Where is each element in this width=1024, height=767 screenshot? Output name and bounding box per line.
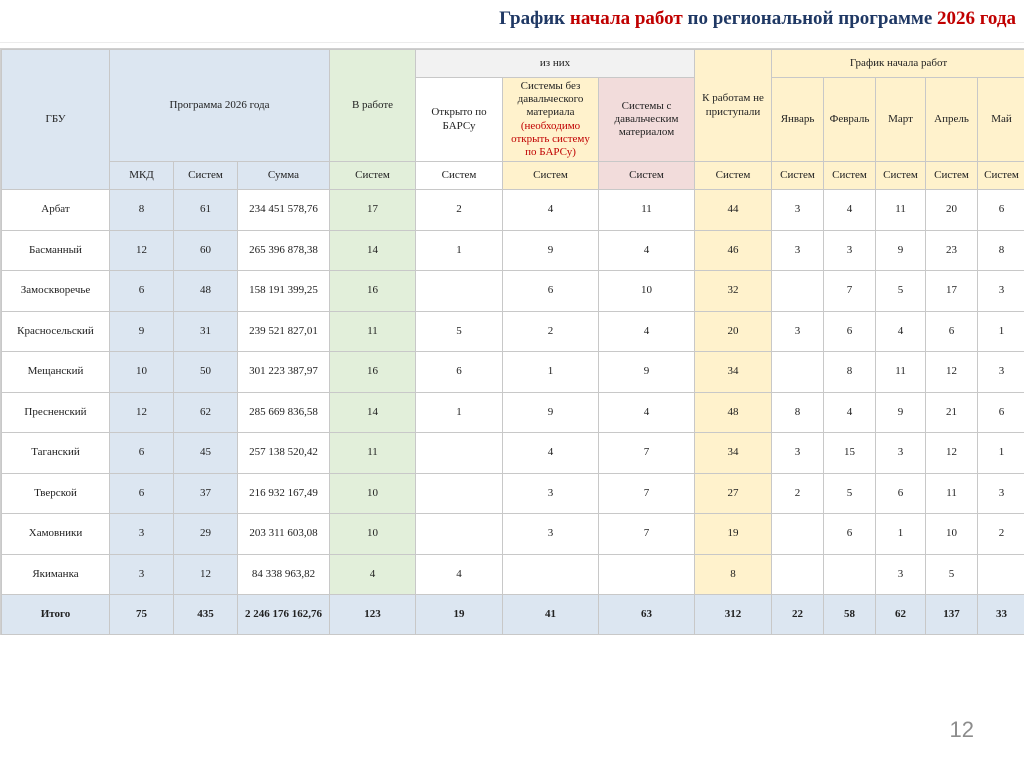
cell-name: Мещанский [2, 352, 110, 393]
cell-withmat [599, 554, 695, 595]
cell-m4: 137 [926, 595, 978, 635]
cell-m2: 5 [824, 473, 876, 514]
cell-name: Пресненский [2, 392, 110, 433]
cell-name: Красносельский [2, 311, 110, 352]
cell-mkd: 6 [110, 473, 174, 514]
cell-started: 34 [695, 433, 772, 474]
cell-m5: 3 [978, 271, 1024, 312]
cell-m2: 3 [824, 230, 876, 271]
cell-inwork: 11 [330, 311, 416, 352]
cell-name: Хамовники [2, 514, 110, 555]
header-gbu: ГБУ [2, 50, 110, 190]
cell-inwork: 10 [330, 473, 416, 514]
cell-m4: 10 [926, 514, 978, 555]
cell-m5: 1 [978, 433, 1024, 474]
cell-sys: 45 [174, 433, 238, 474]
header-with-material: Системы с давальческим материалом [599, 78, 695, 162]
cell-nomat: 41 [503, 595, 599, 635]
cell-sys: 62 [174, 392, 238, 433]
cell-sys: 48 [174, 271, 238, 312]
subheader-started-systems: Систем [695, 162, 772, 190]
subheader-inwork-systems: Систем [330, 162, 416, 190]
cell-sys: 50 [174, 352, 238, 393]
cell-inwork: 4 [330, 554, 416, 595]
cell-m5: 3 [978, 352, 1024, 393]
cell-name: Таганский [2, 433, 110, 474]
cell-mkd: 9 [110, 311, 174, 352]
cell-sys: 29 [174, 514, 238, 555]
cell-m5: 6 [978, 392, 1024, 433]
cell-opened: 4 [416, 554, 503, 595]
cell-nomat: 2 [503, 311, 599, 352]
cell-opened: 1 [416, 230, 503, 271]
cell-name: Якиманка [2, 554, 110, 595]
cell-sum: 203 311 603,08 [238, 514, 330, 555]
header-month-5: Май [978, 78, 1024, 162]
cell-m1: 3 [772, 433, 824, 474]
title-part-2: начала работ [569, 8, 683, 29]
cell-withmat: 7 [599, 473, 695, 514]
cell-nomat: 4 [503, 190, 599, 231]
header-month-2: Февраль [824, 78, 876, 162]
table-row [2, 554, 1024, 595]
table-row [2, 190, 1024, 231]
cell-m1: 22 [772, 595, 824, 635]
cell-started: 312 [695, 595, 772, 635]
cell-m3: 9 [876, 230, 926, 271]
cell-inwork: 123 [330, 595, 416, 635]
cell-m2: 4 [824, 392, 876, 433]
cell-sys: 60 [174, 230, 238, 271]
cell-m3: 4 [876, 311, 926, 352]
cell-started: 46 [695, 230, 772, 271]
subheader-withmat-systems: Систем [599, 162, 695, 190]
subheader-m4-systems: Систем [926, 162, 978, 190]
cell-m3: 11 [876, 352, 926, 393]
header-of-them: из них [416, 50, 695, 78]
cell-sum: 2 246 176 162,76 [238, 595, 330, 635]
slide-title [499, 8, 1016, 30]
subheader-nomat-systems: Систем [503, 162, 599, 190]
cell-nomat: 4 [503, 433, 599, 474]
header-program: Программа 2026 года [110, 50, 330, 162]
header-in-work: В работе [330, 50, 416, 162]
cell-mkd: 3 [110, 554, 174, 595]
header-opened-barsu: Открыто по БАРСу [416, 78, 503, 162]
cell-m4: 12 [926, 352, 978, 393]
cell-sum: 265 396 878,38 [238, 230, 330, 271]
cell-inwork: 10 [330, 514, 416, 555]
header-month-3: Март [876, 78, 926, 162]
table-row [2, 514, 1024, 555]
header-schedule: График начала работ [772, 50, 1024, 78]
total-row [2, 595, 1024, 635]
cell-opened [416, 514, 503, 555]
cell-m1 [772, 352, 824, 393]
cell-opened: 2 [416, 190, 503, 231]
cell-m3: 3 [876, 433, 926, 474]
cell-sum: 234 451 578,76 [238, 190, 330, 231]
cell-m3: 5 [876, 271, 926, 312]
cell-sum: 301 223 387,97 [238, 352, 330, 393]
subheader-m5-systems: Систем [978, 162, 1024, 190]
title-part-4: 2026 года [937, 8, 1016, 29]
cell-nomat [503, 554, 599, 595]
cell-inwork: 11 [330, 433, 416, 474]
subheader-m3-systems: Систем [876, 162, 926, 190]
cell-m2: 15 [824, 433, 876, 474]
cell-withmat: 4 [599, 230, 695, 271]
cell-started: 48 [695, 392, 772, 433]
table-row [2, 230, 1024, 271]
cell-opened: 6 [416, 352, 503, 393]
header-row-3 [2, 162, 1024, 190]
cell-sum: 257 138 520,42 [238, 433, 330, 474]
table-row [2, 433, 1024, 474]
cell-started: 8 [695, 554, 772, 595]
cell-inwork: 14 [330, 392, 416, 433]
cell-m3: 11 [876, 190, 926, 231]
cell-m3: 1 [876, 514, 926, 555]
cell-name: Тверской [2, 473, 110, 514]
cell-opened: 19 [416, 595, 503, 635]
cell-m4: 21 [926, 392, 978, 433]
cell-m4: 11 [926, 473, 978, 514]
cell-m5: 1 [978, 311, 1024, 352]
cell-withmat: 63 [599, 595, 695, 635]
cell-name: Арбат [2, 190, 110, 231]
subheader-sum: Сумма [238, 162, 330, 190]
cell-m5: 8 [978, 230, 1024, 271]
title-part-3: по региональной программе [682, 8, 938, 29]
cell-m4: 20 [926, 190, 978, 231]
cell-started: 44 [695, 190, 772, 231]
subheader-opened-systems: Систем [416, 162, 503, 190]
cell-mkd: 6 [110, 271, 174, 312]
cell-sum: 84 338 963,82 [238, 554, 330, 595]
cell-m5 [978, 554, 1024, 595]
cell-m1 [772, 554, 824, 595]
cell-m4: 5 [926, 554, 978, 595]
cell-mkd: 75 [110, 595, 174, 635]
cell-opened: 5 [416, 311, 503, 352]
cell-m5: 3 [978, 473, 1024, 514]
header-row-1 [2, 50, 1024, 78]
table-row [2, 271, 1024, 312]
cell-m1: 3 [772, 311, 824, 352]
cell-m4: 12 [926, 433, 978, 474]
schedule-table [1, 49, 1024, 635]
cell-sys: 61 [174, 190, 238, 231]
cell-m1: 8 [772, 392, 824, 433]
cell-inwork: 16 [330, 352, 416, 393]
header-no-material [503, 78, 599, 162]
header-no-material-note: (необходимо открыть систему по БАРСу) [511, 119, 590, 158]
cell-mkd: 12 [110, 230, 174, 271]
cell-name: Замоскворечье [2, 271, 110, 312]
cell-withmat: 4 [599, 392, 695, 433]
cell-opened [416, 271, 503, 312]
cell-sys: 435 [174, 595, 238, 635]
cell-sys: 31 [174, 311, 238, 352]
cell-started: 19 [695, 514, 772, 555]
cell-started: 20 [695, 311, 772, 352]
header-not-started: К работам не приступали [695, 50, 772, 162]
table-row [2, 311, 1024, 352]
subheader-systems: Систем [174, 162, 238, 190]
cell-nomat: 1 [503, 352, 599, 393]
cell-m1: 3 [772, 230, 824, 271]
cell-opened: 1 [416, 392, 503, 433]
cell-m4: 17 [926, 271, 978, 312]
cell-m2: 4 [824, 190, 876, 231]
title-part-1: График [499, 8, 570, 29]
cell-m1 [772, 271, 824, 312]
cell-m2: 7 [824, 271, 876, 312]
cell-m1 [772, 514, 824, 555]
cell-sum: 239 521 827,01 [238, 311, 330, 352]
cell-nomat: 6 [503, 271, 599, 312]
schedule-table-container [0, 48, 1024, 635]
subheader-m2-systems: Систем [824, 162, 876, 190]
cell-m2: 6 [824, 311, 876, 352]
cell-opened [416, 433, 503, 474]
cell-started: 34 [695, 352, 772, 393]
cell-nomat: 3 [503, 514, 599, 555]
cell-inwork: 14 [330, 230, 416, 271]
cell-m3: 6 [876, 473, 926, 514]
cell-m3: 62 [876, 595, 926, 635]
table-row [2, 473, 1024, 514]
cell-m2 [824, 554, 876, 595]
cell-name: Басманный [2, 230, 110, 271]
cell-mkd: 12 [110, 392, 174, 433]
cell-m1: 2 [772, 473, 824, 514]
cell-m5: 6 [978, 190, 1024, 231]
cell-inwork: 16 [330, 271, 416, 312]
header-month-1: Январь [772, 78, 824, 162]
title-bar [0, 0, 1024, 43]
subheader-mkd: МКД [110, 162, 174, 190]
cell-withmat: 10 [599, 271, 695, 312]
slide-number: 12 [949, 717, 974, 742]
cell-m4: 23 [926, 230, 978, 271]
cell-nomat: 3 [503, 473, 599, 514]
header-no-material-main: Системы без давальческого материала [517, 79, 584, 119]
cell-nomat: 9 [503, 392, 599, 433]
cell-withmat: 7 [599, 433, 695, 474]
cell-withmat: 7 [599, 514, 695, 555]
cell-sum: 285 669 836,58 [238, 392, 330, 433]
cell-sum: 158 191 399,25 [238, 271, 330, 312]
cell-sys: 12 [174, 554, 238, 595]
cell-mkd: 8 [110, 190, 174, 231]
cell-mkd: 6 [110, 433, 174, 474]
cell-mkd: 3 [110, 514, 174, 555]
cell-opened [416, 473, 503, 514]
cell-m4: 6 [926, 311, 978, 352]
cell-started: 27 [695, 473, 772, 514]
cell-withmat: 4 [599, 311, 695, 352]
cell-m2: 6 [824, 514, 876, 555]
cell-nomat: 9 [503, 230, 599, 271]
cell-inwork: 17 [330, 190, 416, 231]
cell-m1: 3 [772, 190, 824, 231]
cell-withmat: 9 [599, 352, 695, 393]
cell-m5: 33 [978, 595, 1024, 635]
cell-name: Итого [2, 595, 110, 635]
cell-sys: 37 [174, 473, 238, 514]
subheader-m1-systems: Систем [772, 162, 824, 190]
cell-m2: 8 [824, 352, 876, 393]
cell-withmat: 11 [599, 190, 695, 231]
cell-mkd: 10 [110, 352, 174, 393]
cell-m3: 3 [876, 554, 926, 595]
cell-started: 32 [695, 271, 772, 312]
table-row [2, 352, 1024, 393]
header-month-4: Апрель [926, 78, 978, 162]
cell-sum: 216 932 167,49 [238, 473, 330, 514]
cell-m3: 9 [876, 392, 926, 433]
cell-m2: 58 [824, 595, 876, 635]
cell-m5: 2 [978, 514, 1024, 555]
table-row [2, 392, 1024, 433]
